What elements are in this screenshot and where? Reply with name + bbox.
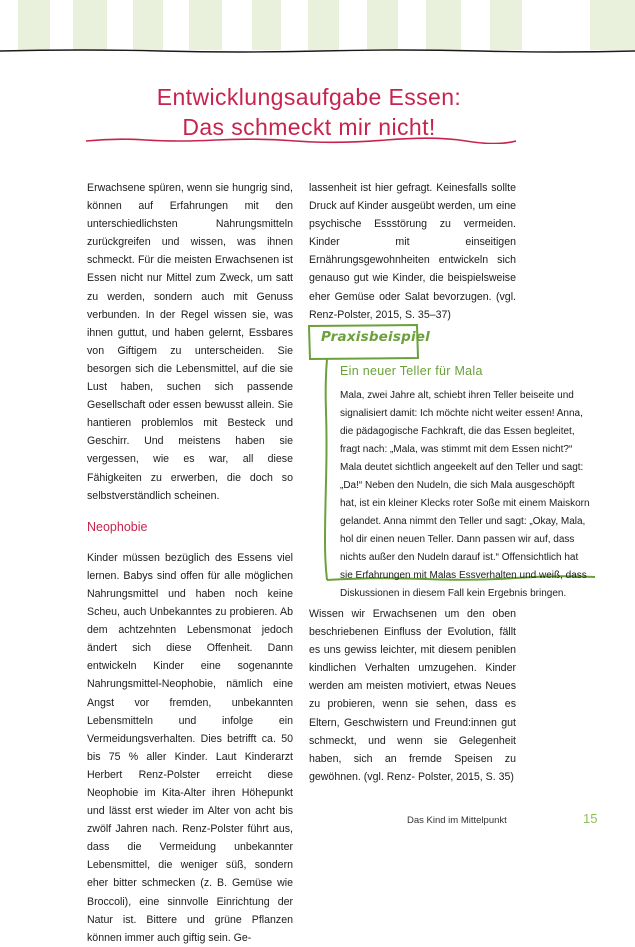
- section-heading-neophobie: Neophobie: [87, 519, 148, 534]
- praxis-line: Diskussionen in diesem Fall kein Ergebnis bringen.: [340, 588, 567, 599]
- left-column: [87, 179, 293, 947]
- stripe: [426, 0, 461, 50]
- continuation-paragraph: lassenheit ist hier gefragt. Keinesfalls sollte Druck auf Kinder ausgeübt werden, um eine psychische Essstörung zu vermeiden. Kinder mit einseitigen Ernährungsgewohnheiten entwickeln sich genauso gut wie Kinder, die beispielsweise eher Gemüse oder Salat bevorzugen. (vgl. Renz-Polster, 2015, S. 35–37): [309, 182, 516, 321]
- header-stripes: [0, 0, 635, 50]
- stripe: [308, 0, 339, 50]
- header-divider: [0, 48, 635, 54]
- praxis-text: [340, 387, 608, 603]
- stripe: [189, 0, 222, 50]
- stripe: [73, 0, 107, 50]
- intro-paragraph: Erwachsene spüren, wenn sie hungrig sind, können auf Erfahrungen mit den unterschiedlichsten Nahrungsmitteln zurückgreifen und wissen, was ihnen schmeckt. Für die meisten Erwachsenen ist Essen nicht nur Mittel zum Zweck, um satt zu werden, sondern auch mit Genuss verbunden. In der Regel wissen sie, was ihnen guttut, und haben gelernt, Essbares von Giftigem zu unterscheiden. Sie besorgen sich die Lebensmittel, auf die sie Lust haben, suchen sich passende Gesellschaft oder essen bewusst allein. Sie hantieren problemlos mit Besteck und Geschirr. Und meistens haben sie vergessen, wie es war, all diese Fähigkeiten zu erwerben, die doch so selbstverständlich scheinen.: [87, 182, 293, 502]
- stripe: [367, 0, 398, 50]
- praxis-line: sie Erfahrungen mit Malas Essverhalten und weiß, dass: [340, 570, 587, 581]
- praxis-heading: Ein neuer Teller für Mala: [340, 364, 483, 378]
- stripe: [18, 0, 50, 50]
- page-title-line-2: Das schmeckt mir nicht!: [182, 114, 436, 140]
- praxis-label: Praxisbeispiel: [321, 329, 430, 345]
- stripe: [252, 0, 281, 50]
- praxis-line: Mala deutet sichtlich angeekelt auf den Teller und sagt:: [340, 462, 584, 473]
- praxis-line: gelandet. Anna nimmt den Teller und sagt: „Okay, Mala,: [340, 516, 586, 527]
- praxis-line: nichts außer den Nudeln darauf ist.“ Offensichtlich hat: [340, 552, 579, 563]
- page-title: [84, 82, 534, 142]
- stripe: [590, 0, 635, 50]
- praxis-line: Mala, zwei Jahre alt, schiebt ihren Teller beiseite und: [340, 390, 574, 401]
- right-column-bottom: [309, 605, 516, 786]
- praxis-example-box: [305, 322, 617, 597]
- page-title-line-1: Entwicklungsaufgabe Essen:: [156, 84, 462, 110]
- right-column-top: [309, 179, 516, 324]
- title-underline: [86, 136, 516, 144]
- stripe: [490, 0, 522, 50]
- praxis-line: die pädagogische Fachkraft, die das Essen begleitet,: [340, 426, 575, 437]
- praxis-line: hol dir einen neuen Teller. Dann passen wir auf, dass: [340, 534, 575, 545]
- praxis-line: signalisiert damit: Ich möchte nicht weiter essen! Anna,: [340, 408, 583, 419]
- page-number: 15: [583, 811, 598, 826]
- praxis-line: „Da!“ Neben den Nudeln, die sich Mala ausgeschöpft: [340, 480, 575, 491]
- stripe: [133, 0, 163, 50]
- neophobie-paragraph: Kinder müssen bezüglich des Essens viel lernen. Babys sind offen für alle möglichen Nahrungsmittel und haben noch keine Scheu, auch Unbekanntes zu probieren. Ab dem achtzehnten Lebensmonat jedoch ändert sich diese Offenheit. Dann entwickeln Kinder eine sogenannte Nahrungsmittel-Neophobie, nämlich eine Angst vor fremden, unbekannten Lebensmitteln und infolge ein Vermeidungsverhalten. Dies betrifft ca. 50 bis 75 % aller Kinder. Laut Kinderarzt Herbert Renz-Polster erreicht diese Neophobie im Kita-Alter ihren Höhepunkt und lässt erst wieder im Alter von acht bis zwölf Jahren nach. Renz-Polster führt aus, dass die Vermeidung unbekannter Lebensmittel, die weniger süß, sondern eher bitter schmecken (z. B. Gemüse wie Broccoli), eine sinnvolle Einrichtung der Natur ist. Bittere und grüne Pflanzen können immer auch giftig sein. Ge-: [87, 551, 293, 944]
- praxis-line: fragt nach: „Mala, was stimmt mit dem Essen nicht?“: [340, 444, 573, 455]
- evolution-paragraph: Wissen wir Erwachsenen um den oben beschriebenen Einfluss der Evolution, fällt es uns gewiss leichter, mit diesem peniblen kindlichen Verhalten umzugehen. Kinder werden am meisten motiviert, etwas Neues zu probieren, wenn sie sehen, dass es Eltern, Geschwistern und Freund:innen gut schmeckt, und wenn sie Gelegenheit haben, sich an fremde Speisen zu gewöhnen. (vgl. Renz- Polster, 2015, S. 35): [309, 608, 516, 783]
- running-footer-title: Das Kind im Mittelpunkt: [407, 815, 507, 826]
- praxis-line: hat, ist ein kleiner Klecks roter Soße mit einem Maiskorn: [340, 498, 590, 509]
